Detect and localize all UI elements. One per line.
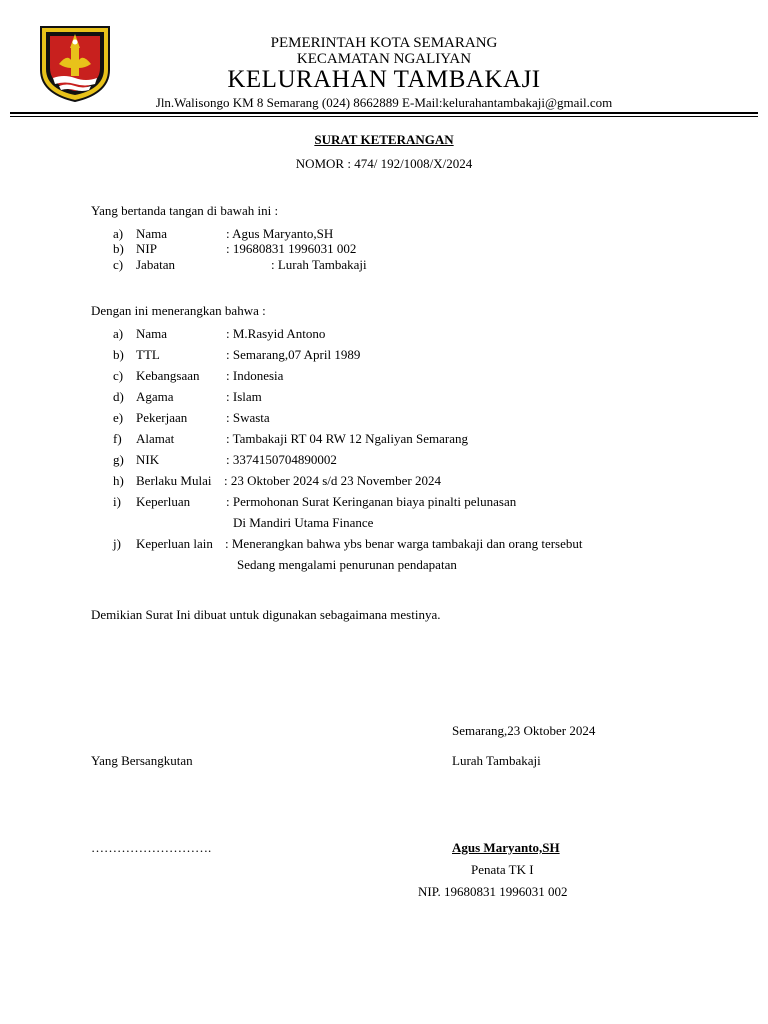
right-signature-label: Lurah Tambakaji: [452, 753, 541, 768]
header-village: KELURAHAN TAMBAKAJI: [227, 66, 541, 93]
field-key: Kebangsaan: [136, 368, 200, 383]
field-value-continued: Di Mandiri Utama Finance: [233, 515, 374, 530]
field-key: Nama: [136, 326, 168, 341]
field-key: Jabatan: [136, 257, 175, 272]
field-key: Agama: [136, 389, 174, 404]
signer-row: [113, 241, 513, 257]
subject-row: [113, 431, 673, 447]
field-value: : Semarang,07 April 1989: [226, 347, 361, 362]
signer-rank: Penata TK I: [471, 862, 534, 877]
letter-title: SURAT KETERANGAN: [314, 132, 454, 147]
field-key: NIK: [136, 452, 160, 467]
list-marker: a): [113, 326, 124, 341]
subject-row: [113, 452, 673, 468]
header-government: PEMERINTAH KOTA SEMARANG: [270, 35, 498, 51]
field-value: : 3374150704890002: [226, 452, 337, 467]
field-key: Alamat: [136, 431, 175, 446]
field-value-continued: Sedang mengalami penurunan pendapatan: [237, 557, 457, 572]
statement-text: Dengan ini menerangkan bahwa :: [91, 303, 266, 318]
list-marker: f): [113, 431, 122, 446]
field-value: : Tambakaji RT 04 RW 12 Ngaliyan Semarang: [226, 431, 469, 446]
field-value: : Permohonan Surat Keringanan biaya pinalti pelunasan: [226, 494, 517, 509]
field-value: : Agus Maryanto,SH: [226, 226, 334, 241]
field-value: : 23 Oktober 2024 s/d 23 November 2024: [224, 473, 442, 488]
field-key: Keperluan lain: [136, 536, 213, 551]
subject-row: [113, 368, 673, 384]
field-value: : Islam: [226, 389, 262, 404]
field-value: : Indonesia: [226, 368, 284, 383]
header-district: KECAMATAN NGALIYAN: [296, 51, 472, 67]
signer-name: Agus Maryanto,SH: [452, 840, 560, 855]
field-key: Pekerjaan: [136, 410, 188, 425]
place-date: Semarang,23 Oktober 2024: [452, 723, 596, 738]
subject-row: [113, 473, 673, 489]
field-value: : Swasta: [226, 410, 270, 425]
list-marker: g): [113, 452, 124, 467]
list-marker: b): [113, 241, 124, 256]
subject-row: [113, 410, 673, 426]
list-marker: j): [113, 536, 121, 551]
header-divider-thick: [10, 112, 758, 114]
field-key: Keperluan: [136, 494, 191, 509]
subject-row: [113, 326, 673, 342]
list-marker: a): [113, 226, 124, 241]
header-address: Jln.Walisongo KM 8 Semarang (024) 8662889 E-Mail:kelurahantambakaji@gmail.com: [155, 95, 613, 110]
field-key: TTL: [136, 347, 160, 362]
list-marker: d): [113, 389, 124, 404]
signer-nip: NIP. 19680831 1996031 002: [418, 884, 568, 899]
letter-number: NOMOR : 474/ 192/1008/X/2024: [295, 156, 473, 171]
field-key: Nama: [136, 226, 168, 241]
subject-row: [113, 494, 673, 530]
field-value: : M.Rasyid Antono: [226, 326, 326, 341]
field-value: : Menerangkan bahwa ybs benar warga tambakaji dan orang tersebut: [225, 536, 583, 551]
field-key: NIP: [136, 241, 157, 256]
signature-dots: ……………………….: [91, 840, 212, 855]
list-marker: b): [113, 347, 124, 362]
field-value: : Lurah Tambakaji: [271, 257, 367, 272]
list-marker: h): [113, 473, 124, 488]
field-key: Berlaku Mulai: [136, 473, 212, 488]
signer-row: [113, 226, 513, 242]
list-marker: i): [113, 494, 121, 509]
header-divider-thin: [10, 116, 758, 117]
closing-text: Demikian Surat Ini dibuat untuk digunakan sebagaimana mestinya.: [91, 607, 441, 622]
field-value: : 19680831 1996031 002: [226, 241, 357, 256]
list-marker: c): [113, 368, 124, 383]
left-signature-label: Yang Bersangkutan: [91, 753, 193, 768]
subject-row: [113, 347, 673, 363]
list-marker: e): [113, 410, 124, 425]
intro-text: Yang bertanda tangan di bawah ini :: [91, 203, 279, 218]
signer-row: [113, 257, 513, 273]
subject-row: [113, 389, 673, 405]
list-marker: c): [113, 257, 124, 272]
subject-row: [113, 536, 673, 572]
